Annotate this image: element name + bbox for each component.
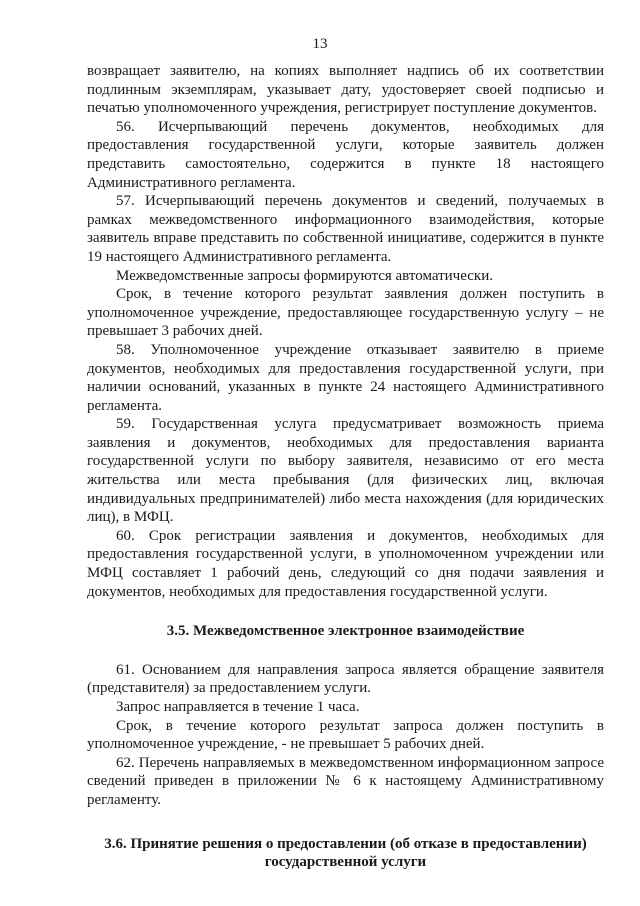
paragraph-58: 58. Уполномоченное учреждение отказывает заявителю в приеме документов, необходимых для предоставления государственной услуги, при наличии оснований, указанных в пункте 24 настоящего Административного регламента.: [87, 341, 604, 414]
paragraph-term-result: Срок, в течение которого результат заявления должен поступить в уполномоченное учреждение, предоставляющее государственную услугу – не превышает 3 рабочих дней.: [87, 286, 604, 340]
paragraph-56: 56. Исчерпывающий перечень документов, необходимых для предоставления государственной услуги, которые заявитель должен представить самостоятельно, содержится в пункте 18 настоящего Административного регламента.: [87, 118, 604, 191]
document-body: [87, 62, 604, 872]
paragraph-61: 61. Основанием для направления запроса является обращение заявителя (представителя) за предоставлением услуги.: [87, 661, 604, 697]
section-heading-3-5: 3.5. Межведомственное электронное взаимодействие: [166, 623, 525, 640]
paragraph-59: 59. Государственная услуга предусматривает возможность приема заявления и документов, необходимых для предоставления варианта государственной услуги по выбору заявителя, независимо от его места жительства или места пребывания (для физических лиц, включая индивидуальных предпринимателей) либо места нахождения (для юридических лиц), в МФЦ.: [87, 416, 604, 526]
section-heading-3-6: 3.6. Принятие решения о предоставлении (об отказе в предоставлении) государственной услуги: [104, 835, 587, 871]
paragraph-request-time: Запрос направляется в течение 1 часа.: [116, 699, 360, 715]
paragraph-automatic-requests: Межведомственные запросы формируются автоматически.: [116, 267, 493, 284]
paragraph-request-term: Срок, в течение которого результат запроса должен поступить в уполномоченное учреждение, - не превышает 5 рабочих дней.: [87, 717, 604, 753]
paragraph-62: 62. Перечень направляемых в межведомственном информационном запросе сведений приведен в приложении № 6 к настоящему Административному регламенту.: [87, 754, 604, 808]
paragraph-continuation: возвращает заявителю, на копиях выполняет надпись об их соответствии подлинным экземплярам, указывает дату, удостоверяет своей подписью и печатью уполномоченного учреждения, регистрирует поступление документов.: [87, 63, 604, 117]
paragraph-57: 57. Исчерпывающий перечень документов и сведений, получаемых в рамках межведомственного информационного взаимодействия, которые заявитель вправе представить по собственной инициативе, содержится в пункте 19 настоящего Административного регламента.: [87, 193, 604, 265]
page-number: 13: [312, 36, 328, 52]
paragraph-60: 60. Срок регистрации заявления и документов, необходимых для предоставления государственной услуги, в уполномоченном учреждении или МФЦ составляет 1 рабочий день, следующий со дня подачи заявления и документов, необходимых для предоставления государственной услуги.: [87, 527, 604, 600]
